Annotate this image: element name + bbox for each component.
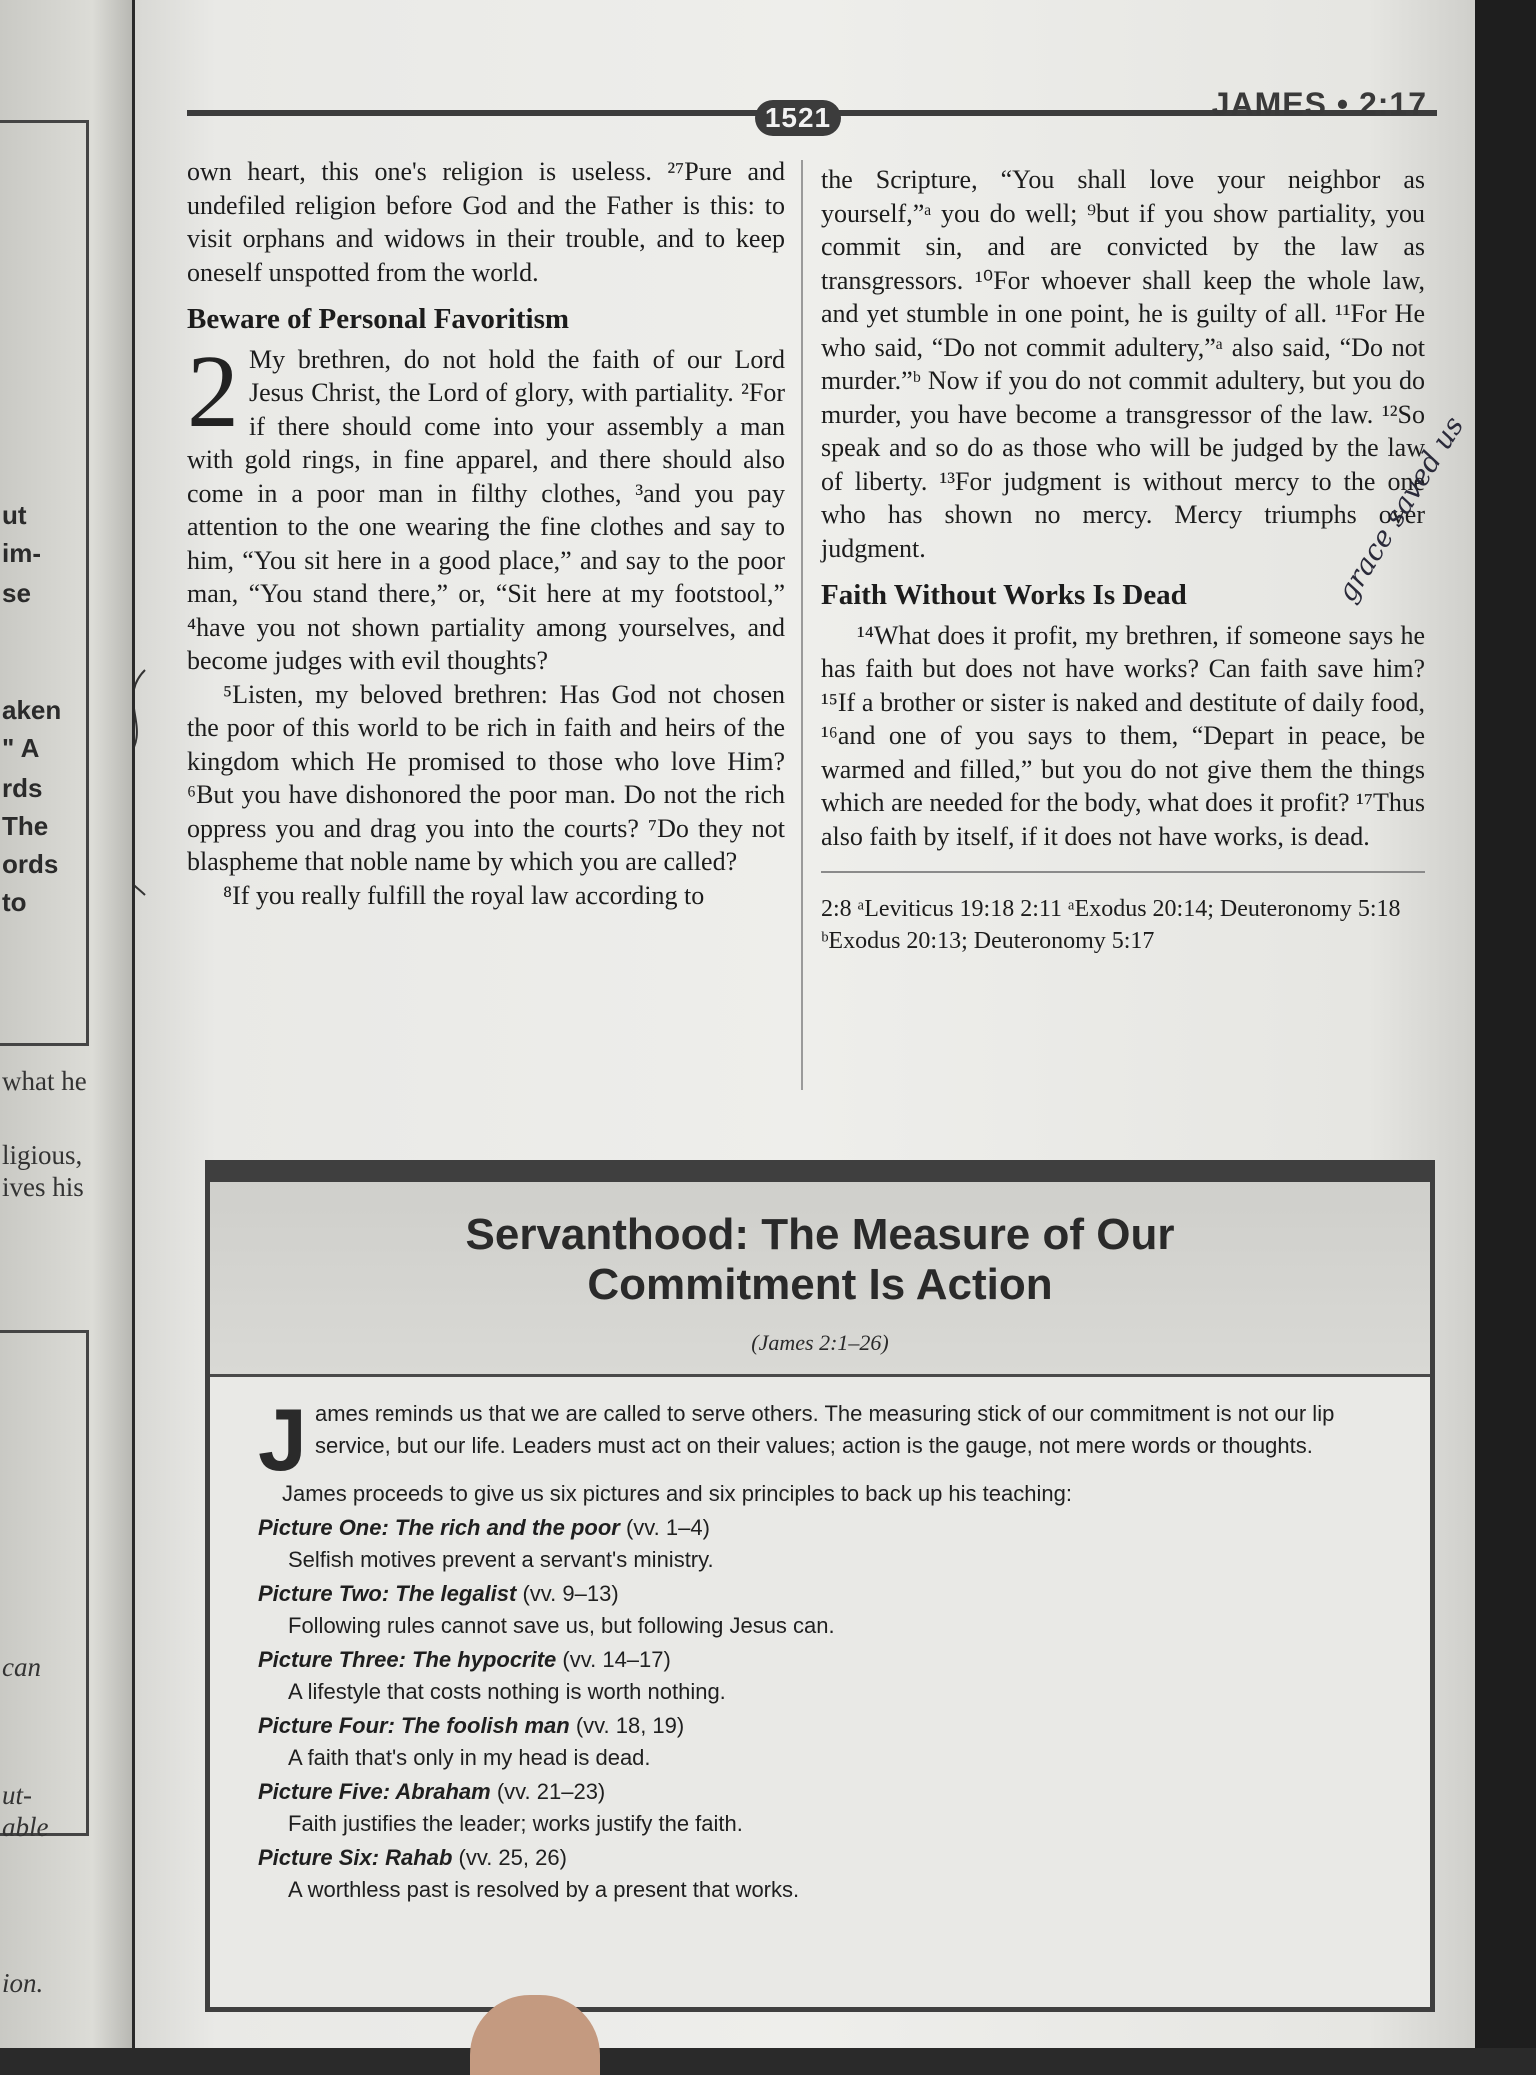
picture-title: Picture Six: Rahab (vv. 25, 26) <box>258 1845 567 1870</box>
left-fragment: im- <box>2 538 41 568</box>
book-edge <box>1475 0 1536 2048</box>
footnote-rule <box>821 871 1425 873</box>
section-heading: Beware of Personal Favoritism <box>187 303 570 335</box>
left-fragment: ut <box>2 500 27 530</box>
picture-title: Picture One: The rich and the poor (vv. 1–4) <box>258 1515 710 1540</box>
left-fragment: rds <box>2 773 43 803</box>
left-fragment: ut- <box>2 1780 32 1810</box>
section-heading: Faith Without Works Is Dead <box>821 579 1187 611</box>
verse-paragraph: ⁸If you really fulfill the royal law according to <box>223 880 705 910</box>
footnotes: 2:8 ᵃLeviticus 19:18 2:11 ᵃExodus 20:14; Deuteronomy 5:18 ᵇExodus 20:13; Deuteronomy 5:17 <box>821 896 1401 954</box>
left-facing-page <box>0 0 132 2048</box>
sidebar-header <box>210 1182 1430 1377</box>
running-head: JAMES • 2:17 <box>1211 86 1427 122</box>
sidebar-intro <box>258 1390 1358 1489</box>
right-column <box>821 163 1425 957</box>
chapter-number: 2 <box>187 333 239 449</box>
sidebar-subtitle: (James 2:1–26) <box>751 1330 889 1355</box>
sidebar-title-line: Servanthood: The Measure of Our <box>465 1210 1175 1259</box>
left-fragment: " A <box>2 733 40 763</box>
verse-text: My brethren, do not hold the faith of our Lord Jesus Christ, the Lord of glory, with partiality. ²For if there should come into your assembly a man with gold rings, in fine apparel, and there should also come in a poor man in filthy clothes, ³and you pay attention to the one wearing the fine clothes and say to him, “You sit here in a good place,” and say to the poor man, “You stand there,” or, “Sit here at my footstool,” ⁴have you not shown partiality among yourselves, and become judges with evil thoughts? <box>187 344 785 675</box>
left-fragment: aken <box>2 695 62 725</box>
left-page-box <box>0 1330 89 1836</box>
verse-paragraph <box>187 333 785 678</box>
sidebar-title-line: Commitment Is Action <box>587 1260 1053 1309</box>
verse-paragraph: the Scripture, “You shall love your neighbor as yourself,”ᵃ you do well; ⁹but if you show partiality, you commit sin, and are convicted by the law as transgressors. ¹⁰For whoever shall keep the whole law, and yet stumble in one point, he is guilty of all. ¹¹For He who said, “Do not commit adultery,”ᵃ also said, “Do not murder.”ᵇ Now if you do not commit adultery, but you do murder, you have become a transgressor of the law. ¹²So speak and so do as those who will be judged by the law of liberty. ¹³For judgment is without mercy to the one who has shown no mercy. Mercy triumphs over judgment. <box>821 165 1425 563</box>
left-fragment: ives his <box>2 1172 84 1202</box>
sidebar-title <box>210 1210 1430 1310</box>
left-fragment: able <box>2 1812 49 1842</box>
column-divider <box>801 160 803 1090</box>
left-column <box>187 155 785 912</box>
left-fragment: ion. <box>2 1968 44 1998</box>
handwritten-note: grace saved us <box>1330 410 1471 608</box>
picture-desc: A lifestyle that costs nothing is worth nothing. <box>288 1679 726 1704</box>
left-fragment: to <box>2 887 27 917</box>
left-fragment: what he <box>2 1066 87 1096</box>
picture-title: Picture Three: The hypocrite (vv. 14–17) <box>258 1647 671 1672</box>
picture-desc: Faith justifies the leader; works justify the faith. <box>288 1811 743 1836</box>
picture-desc: Following rules cannot save us, but following Jesus can. <box>288 1613 835 1638</box>
picture-title: Picture Four: The foolish man (vv. 18, 19) <box>258 1713 685 1738</box>
bible-page <box>135 0 1475 2048</box>
left-fragment: ords <box>2 849 59 879</box>
margin-bracket-icon <box>135 660 165 900</box>
sidebar-dropcap: J <box>258 1390 307 1489</box>
picture-desc: A faith that's only in my head is dead. <box>288 1745 651 1770</box>
picture-title: Picture Five: Abraham (vv. 21–23) <box>258 1779 606 1804</box>
left-fragment: can <box>2 1652 41 1682</box>
sidebar-lead: James proceeds to give us six pictures and six principles to back up his teaching: <box>282 1481 1072 1506</box>
picture-desc: Selfish motives prevent a servant's ministry. <box>288 1547 714 1572</box>
verse-paragraph: ⁵Listen, my beloved brethren: Has God not chosen the poor of this world to be rich in faith and heirs of the kingdom which He promised to those who love Him? ⁶But you have dishonored the poor man. Do not the rich oppress you and drag you into the courts? ⁷Do they not blaspheme that noble name by which you are called? <box>187 679 785 876</box>
sidebar-body <box>258 1390 1358 1906</box>
left-fragment: se <box>2 578 31 608</box>
sidebar-box <box>205 1160 1435 2012</box>
left-fragment: The <box>2 811 49 841</box>
page-number: 1521 <box>755 100 841 136</box>
sidebar-intro-text: ames reminds us that we are called to serve others. The measuring stick of our commitment is not our lip service, but our life. Leaders must act on their values; action is the gauge, not mere words or thoughts. <box>314 1401 1335 1458</box>
picture-title: Picture Two: The legalist (vv. 9–13) <box>258 1581 619 1606</box>
verse-paragraph: own heart, this one's religion is useless. ²⁷Pure and undefiled religion before God and the Father is this: to visit orphans and widows in their trouble, and to keep oneself unspotted from the world. <box>187 157 785 287</box>
picture-desc: A worthless past is resolved by a present that works. <box>288 1877 800 1902</box>
left-fragment: ligious, <box>2 1140 83 1170</box>
verse-paragraph: ¹⁴What does it profit, my brethren, if someone says he has faith but does not have works? Can faith save him? ¹⁵If a brother or sister is naked and destitute of daily food, ¹⁶and one of you says to them, “Depart in peace, be warmed and filled,” but you do not give them the things which are needed for the body, what does it profit? ¹⁷Thus also faith by itself, if it does not have works, is dead. <box>821 620 1425 851</box>
